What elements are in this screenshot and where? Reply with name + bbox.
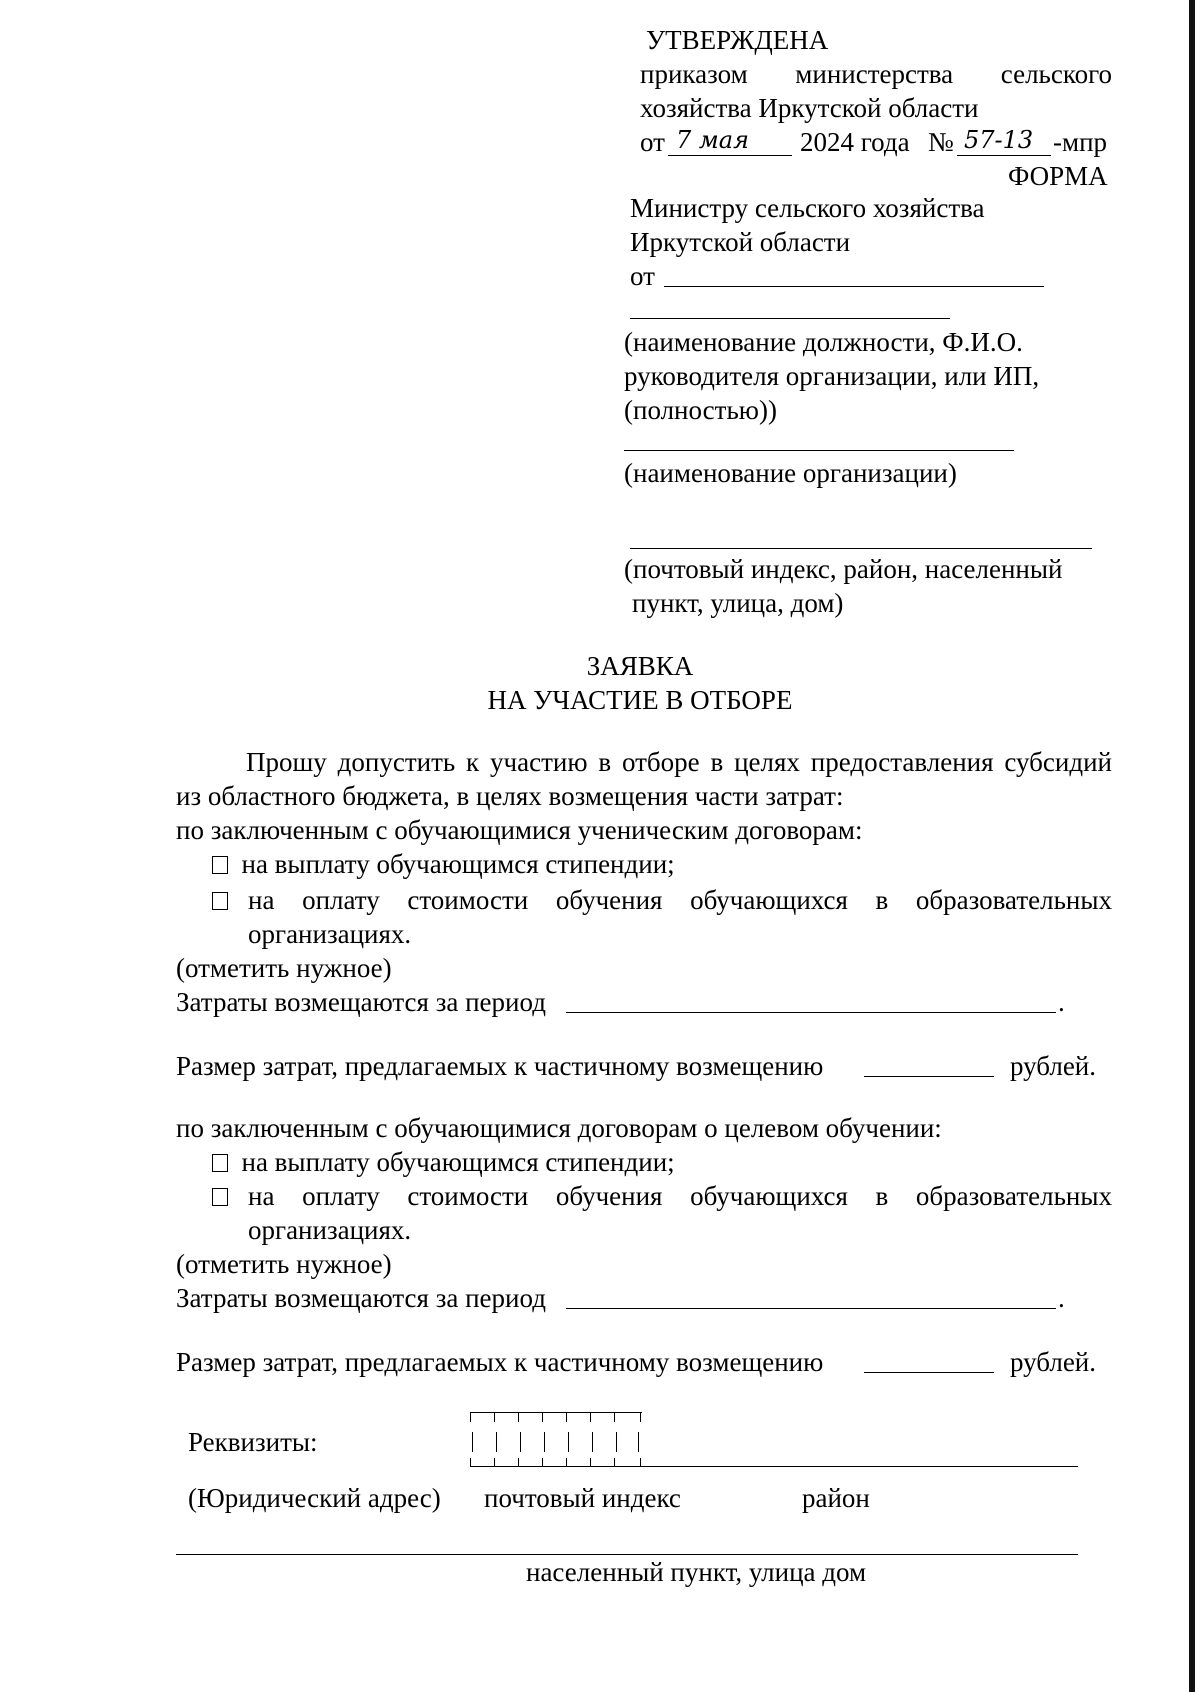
section1-period-end: . [1058,987,1065,1017]
requisites-legal-address: (Юридический адрес) [188,1483,441,1513]
intro-line-2: из областного бюджета, в целях возмещения части затрат: [176,781,844,811]
section1-option2-checkbox-wrap[interactable] [212,884,228,917]
addressee-position-line[interactable] [630,318,950,319]
section2-amount-unit: рублей. [1010,1347,1097,1377]
section2-period-end: . [1058,1283,1065,1313]
section2-option2-checkbox[interactable] [212,1188,228,1206]
section1-period-label: Затраты возмещаются за период [176,987,546,1017]
addressee-line-2: Иркутской области [630,227,851,257]
approval-date-prefix: от [640,127,665,157]
requisites-label: Реквизиты: [188,1427,318,1457]
heading-line-1: ЗАЯВКА [586,651,694,681]
addressee-org-line[interactable] [624,450,1014,451]
approval-title: УТВЕРЖДЕНА [646,25,829,55]
hint-address-1: (почтовый индекс, район, населенный [624,554,1063,584]
approval-number-handwritten: 57-13 [964,126,1034,154]
addressee-from-label: от [630,261,655,291]
section1-option1-checkbox[interactable] [212,856,228,874]
section1-option1-label: на выплату обучающимся стипендии; [241,849,675,879]
hint-position-3: (полностью)) [624,395,777,425]
approval-line-1: приказом министерства сельского [640,59,1112,89]
hint-org: (наименование организации) [624,458,957,488]
addressee-address-line[interactable] [630,548,1092,549]
requisites-settlement: населенный пункт, улица дом [526,1557,867,1587]
section2-period-line[interactable] [566,1308,1056,1309]
section2-option2-line1: на оплату стоимости обучения обучающихся в образовательных [248,1181,1112,1211]
scan-edge [1189,0,1195,1692]
form-label: ФОРМА [1008,161,1108,191]
requisites-postal-code: почтовый индекс [484,1483,681,1513]
section2-amount-line[interactable] [864,1372,994,1373]
section2-mark-hint: (отметить нужное) [176,1249,392,1279]
section2-option1-label: на выплату обучающимся стипендии; [241,1147,675,1177]
requisites-settlement-line[interactable] [176,1554,1078,1555]
section2-amount-label: Размер затрат, предлагаемых к частичному возмещению [176,1347,824,1377]
section1-amount-label: Размер затрат, предлагаемых к частичному возмещению [176,1051,824,1081]
addressee-from-line[interactable] [664,286,1044,287]
approval-date-handwritten: 7 мая [676,126,749,154]
requisites-district: район [802,1483,870,1513]
intro-line-1: Прошу допустить к участию в отборе в целях предоставления субсидий [246,747,1112,777]
section1-period-line[interactable] [566,1012,1056,1013]
requisites-address-line[interactable] [642,1466,1078,1467]
section2-title: по заключенным с обучающимися договорам о целевом обучении: [176,1113,942,1143]
approval-number-suffix: -мпр [1053,127,1108,157]
section1-option2-line2: организациях. [248,919,412,949]
approval-line-2: хозяйства Иркутской области [640,93,979,123]
approval-year: 2024 года [800,127,910,157]
section2-option1[interactable] [212,1146,675,1179]
approval-number-prefix: № [928,127,954,157]
section2-option2-checkbox-wrap[interactable] [212,1180,228,1213]
section1-title: по заключенным с обучающимися ученическим договорам: [176,815,863,845]
hint-position-1: (наименование должности, Ф.И.О. [624,327,1023,357]
section1-option1[interactable] [212,848,675,881]
section1-amount-unit: рублей. [1010,1051,1097,1081]
section1-option2-line1: на оплату стоимости обучения обучающихся в образовательных [248,885,1112,915]
addressee-line-1: Министру сельского хозяйства [630,193,985,223]
postal-code-cells[interactable] [470,1412,642,1468]
section2-period-label: Затраты возмещаются за период [176,1283,546,1313]
section1-option2-checkbox[interactable] [212,892,228,910]
heading-line-2: НА УЧАСТИЕ В ОТБОРЕ [487,685,793,715]
hint-position-2: руководителя организации, или ИП, [624,361,1040,391]
section1-amount-line[interactable] [864,1076,994,1077]
section2-option1-checkbox[interactable] [212,1154,228,1172]
section1-mark-hint: (отметить нужное) [176,953,392,983]
hint-address-2: пункт, улица, дом) [632,588,844,618]
section2-option2-line2: организациях. [248,1215,412,1245]
